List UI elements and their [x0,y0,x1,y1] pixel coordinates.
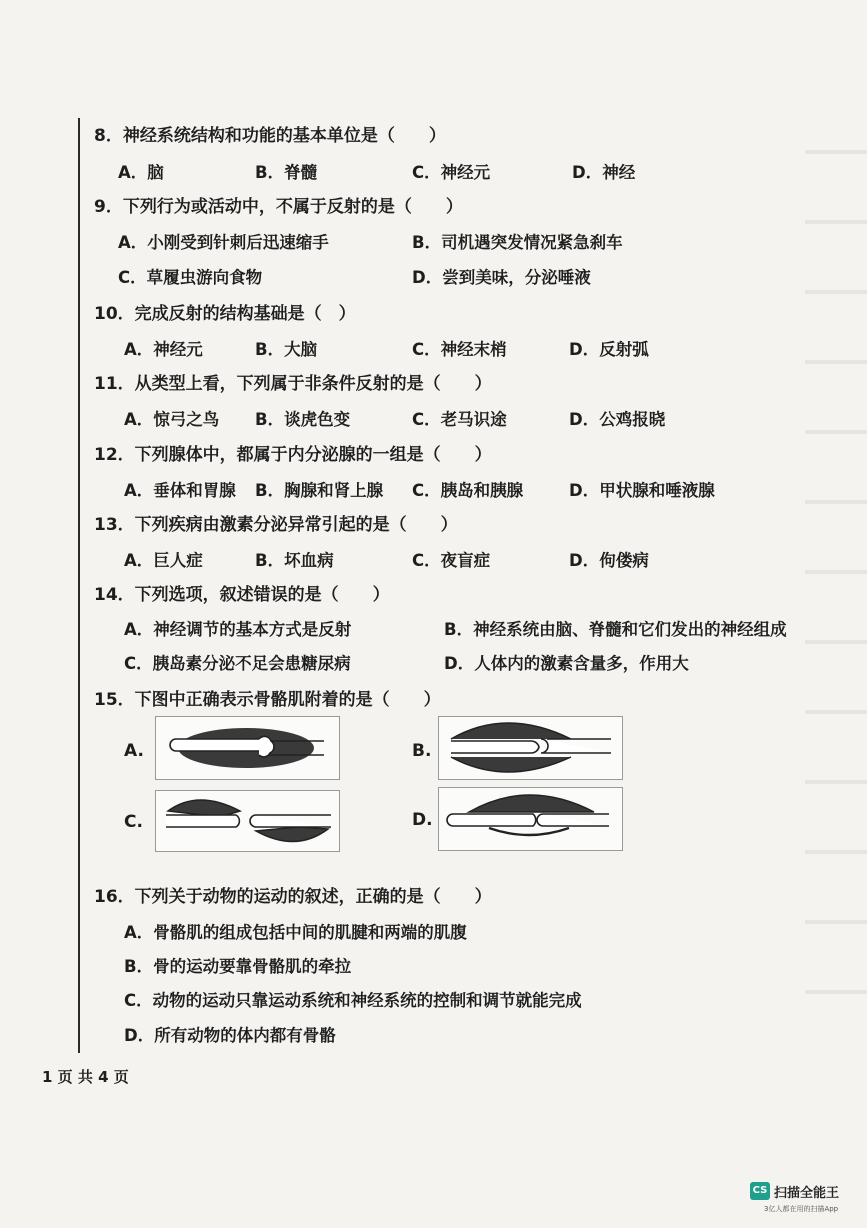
question-13-option-d: D．佝偻病 [569,551,649,570]
question-10-option-a: A．神经元 [124,340,203,359]
question-8-option-c: C．神经元 [412,163,491,182]
question-14-stem: 14．下列选项，叙述错误的是（ ） [94,585,390,605]
question-8-option-a: A．脑 [118,163,164,182]
camscanner-logo-icon: CS [750,1182,770,1200]
question-11-option-c: C．老马识途 [412,410,507,429]
figure-c-svg [156,791,339,851]
question-11-option-a: A．惊弓之鸟 [124,410,220,429]
question-16-stem: 16．下列关于动物的运动的叙述，正确的是（ ） [94,887,492,907]
figure-c-muscle-diagram [155,790,340,852]
question-13-option-b: B．坏血病 [255,551,334,570]
figure-b-svg [439,717,622,779]
question-16-option-a: A．骨骼肌的组成包括中间的肌腱和两端的肌腹 [124,923,467,942]
figure-d-label: D. [412,810,433,830]
figure-b-label: B. [412,741,432,761]
question-10-stem: 10．完成反射的结构基础是（ ） [94,304,356,324]
question-16-option-d: D．所有动物的体内都有骨骼 [124,1026,336,1045]
question-10-option-b: B．大脑 [255,340,318,359]
question-16-option-c: C．动物的运动只靠运动系统和神经系统的控制和调节就能完成 [124,991,582,1010]
question-9-option-b: B．司机遇突发情况紧急刹车 [412,233,623,252]
bleed-through-text [805,120,867,1020]
question-12-option-a: A．垂体和胃腺 [124,481,236,500]
watermark-app-name: 扫描全能王 [774,1186,840,1201]
question-9-option-d: D．尝到美味，分泌唾液 [412,268,591,287]
watermark-tagline: 3亿人都在用的扫描App [764,1205,839,1213]
question-14-option-a: A．神经调节的基本方式是反射 [124,620,352,639]
question-13-stem: 13．下列疾病由激素分泌异常引起的是（ ） [94,515,458,535]
question-15-stem: 15．下图中正确表示骨骼肌附着的是（ ） [94,690,441,710]
figure-b-muscle-diagram [438,716,623,780]
figure-a-muscle-diagram [155,716,340,780]
question-12-option-c: C．胰岛和胰腺 [412,481,524,500]
question-9-option-a: A．小刚受到针刺后迅速缩手 [118,233,329,252]
figure-a-label: A. [124,741,144,761]
question-14-option-d: D．人体内的激素含量多，作用大 [444,654,689,673]
question-11-stem: 11．从类型上看，下列属于非条件反射的是（ ） [94,374,492,394]
question-16-option-b: B．骨的运动要靠骨骼肌的牵拉 [124,957,352,976]
question-12-option-d: D．甲状腺和唾液腺 [569,481,715,500]
question-12-option-b: B．胸腺和肾上腺 [255,481,384,500]
question-10-option-d: D．反射弧 [569,340,649,359]
figure-c-label: C. [124,812,143,832]
question-9-stem: 9．下列行为或活动中，不属于反射的是（ ） [94,197,463,217]
question-13-option-c: C．夜盲症 [412,551,491,570]
figure-a-svg [156,717,339,779]
question-8-option-b: B．脊髓 [255,163,318,182]
question-8-stem: 8．神经系统结构和功能的基本单位是（ ） [94,126,446,146]
figure-d-svg [439,788,622,850]
question-14-option-c: C．胰岛素分泌不足会患糖尿病 [124,654,351,673]
question-11-option-d: D．公鸡报晓 [569,410,666,429]
margin-line [78,118,80,1053]
question-9-option-c: C．草履虫游向食物 [118,268,263,287]
page-number-footer: 1 页 共 4 页 [42,1068,129,1086]
question-8-option-d: D．神经 [572,163,636,182]
question-11-option-b: B．谈虎色变 [255,410,351,429]
question-14-option-b: B．神经系统由脑、脊髓和它们发出的神经组成 [444,620,787,639]
question-13-option-a: A．巨人症 [124,551,203,570]
question-10-option-c: C．神经末梢 [412,340,507,359]
question-12-stem: 12．下列腺体中，都属于内分泌腺的一组是（ ） [94,445,492,465]
figure-d-muscle-diagram [438,787,623,851]
